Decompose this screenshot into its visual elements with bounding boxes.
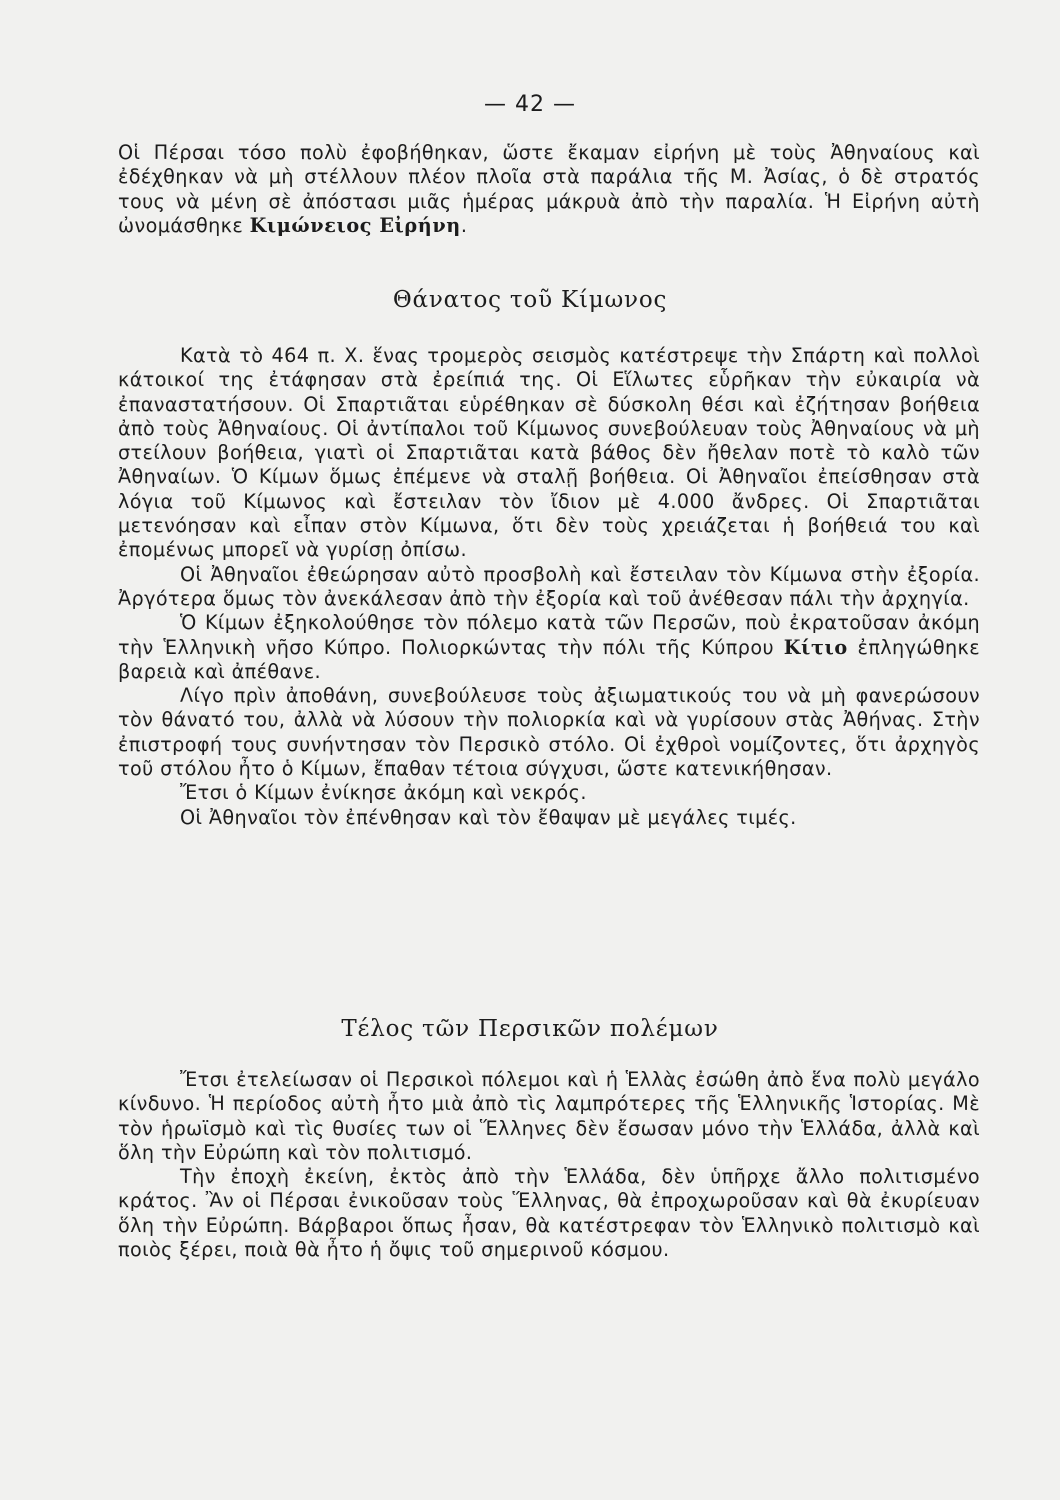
section1-body (118, 344, 980, 830)
section1-paragraph-6: Οἱ Ἀθηναῖοι τὸν ἐπένθησαν καὶ τὸν ἔθαψαν μὲ μεγάλες τιμές. (180, 805, 797, 829)
intro-tail: . (460, 213, 468, 237)
section1-paragraph-3 (118, 611, 980, 684)
section-heading-death-of-kimon: Θάνατος τοῦ Κίμωνος (392, 287, 668, 313)
section1-paragraph-1: Κατὰ τὸ 464 π. Χ. ἕνας τρομερὸς σεισμὸς κατέστρεψε τὴν Σπάρτη καὶ πολλοὶ κάτοικοί της ἐτάφησαν στὰ ἐρείπιά της. Οἱ Εἵλωτες εὗρῆκαν τὴν εὐκαιρία νὰ ἐπαναστατήσουν. Οἱ Σπαρτιᾶται εὑρέθηκαν σὲ δύσκολη θέσι καὶ ἐζήτησαν βοήθεια ἀπὸ τοὺς Ἀθηναίους. Οἱ ἀντίπαλοι τοῦ Κίμωνος συνεβούλευαν τοὺς Ἀθηναίους νὰ μὴ στείλουν βοήθεια, γιατὶ οἱ Σπαρτιᾶται κατὰ βάθος δὲν ἤθελαν ποτὲ τὸ καλὸ τῶν Ἀθηναίων. Ὁ Κίμων ὅμως ἐπέμενε νὰ σταλῇ βοήθεια. Οἱ Ἀθηναῖοι ἐπείσθησαν στὰ λόγια τοῦ Κίμωνος καὶ ἔστειλαν τὸν ἴδιον μὲ 4.000 ἄνδρες. Οἱ Σπαρτιᾶται μετενόησαν καὶ εἶπαν στὸν Κίμωνα, ὅτι δὲν τοὺς χρειάζεται ἡ βοήθειά του καὶ ἐπομένως μπορεῖ νὰ γυρίσῃ ὀπίσω. (118, 344, 980, 562)
intro-text: Οἱ Πέρσαι τόσο πολὺ ἐφοβήθηκαν, ὥστε ἔκαμαν εἰρήνη μὲ τοὺς Ἀθηναίους καὶ ἐδέχθηκαν νὰ μὴ στέλλουν πλέον πλοῖα στὰ παράλια τῆς Μ. Ἀσίας, ὁ δὲ στρατός τους νὰ μένη σὲ ἀπόστασι μιᾶς ἡμέρας μάκρυὰ ἀπὸ τὴν παραλία. Ἡ Εἰρήνη αὐτὴ ὠνομάσθηκε (118, 141, 980, 237)
section1-paragraph-5: Ἔτσι ὁ Κίμων ἐνίκησε ἀκόμη καὶ νεκρός. (180, 781, 587, 805)
intro-paragraph (118, 141, 980, 238)
section2-paragraph-1: Ἔτσι ἐτελείωσαν οἱ Περσικοὶ πόλεμοι καὶ ἡ Ἑλλὰς ἐσώθη ἀπὸ ἕνα πολὺ μεγάλο κίνδυνο. Ἡ περίοδος αὐτὴ ἦτο μιὰ ἀπὸ τὶς λαμπρότερες τῆς Ἑλληνικῆς Ἱστορίας. Μὲ τὸν ἡρωϊσμὸ καὶ τὶς θυσίες των οἱ Ἕλληνες δὲν ἔσωσαν μόνο τὴν Ἑλλάδα, ἀλλὰ καὶ ὅλη τὴν Εὐρώπη καὶ τὸν πολιτισμό. (118, 1068, 980, 1164)
section1-bold-kition: Κίτιο (783, 635, 848, 659)
section1-paragraph-3-tail: ἐπληγώθηκε βαρειὰ καὶ ἀπέθανε. (118, 635, 980, 683)
section1-paragraph-4: Λίγο πρὶν ἀποθάνη, συνεβούλευσε τοὺς ἀξιωματικούς του νὰ μὴ φανερώσουν τὸν θάνατό του, ἀλλὰ νὰ λύσουν τὴν πολιορκία καὶ νὰ γυρίσουν στὰς Ἀθήνας. Στὴν ἐπιστροφή τους συνήντησαν τὸν Περσικὸ στόλο. Οἱ ἐχθροὶ νομίζοντες, ὅτι ἀρχηγὸς τοῦ στόλου ἦτο ὁ Κίμων, ἔπαθαν τέτοια σύγχυσι, ὥστε κατενικήθησαν. (118, 684, 980, 781)
section1-paragraph-2: Οἱ Ἀθηναῖοι ἐθεώρησαν αὐτὸ προσβολὴ καὶ ἔστειλαν τὸν Κίμωνα στὴν ἐξορία. Ἀργότερα ὅμως τὸν ἀνεκάλεσαν ἀπὸ τὴν ἐξορία καὶ τοῦ ἀνέθεσαν πάλι τὴν ἀρχηγία. (118, 562, 980, 610)
section-heading-end-of-persian-wars: Τέλος τῶν Περσικῶν πολέμων (341, 1016, 719, 1042)
intro-paragraph-block (118, 141, 980, 238)
intro-bold-term: Κιμώνειος Εἰρήνη (249, 213, 461, 237)
section2-body (118, 1068, 980, 1262)
section1-paragraph-3-text: Ὁ Κίμων ἐξηκολούθησε τὸν πόλεμο κατὰ τῶν Περσῶν, ποὺ ἐκρατοῦσαν ἀκόμη τὴν Ἑλληνικὴ νῆσο Κύπρο. Πολιορκώντας τὴν πόλι τῆς Κύπρου (118, 611, 980, 659)
section2-paragraph-2: Τὴν ἐποχὴ ἐκείνη, ἐκτὸς ἀπὸ τὴν Ἑλλάδα, δὲν ὑπῆρχε ἄλλο πολιτισμένο κράτος. Ἂν οἱ Πέρσαι ἐνικοῦσαν τοὺς Ἕλληνας, θὰ ἐπροχωροῦσαν καὶ θὰ ἐκυρίευαν ὅλη τὴν Εὐρώπη. Βάρβαροι ὅπως ἦσαν, θὰ κατέστρεφαν τὸν Ἑλληνικὸ πολιτισμὸ καὶ ποιὸς ξέρει, ποιὰ θὰ ἦτο ἡ ὄψις τοῦ σημερινοῦ κόσμου. (118, 1165, 980, 1262)
page-number: — 42 — (484, 92, 576, 117)
